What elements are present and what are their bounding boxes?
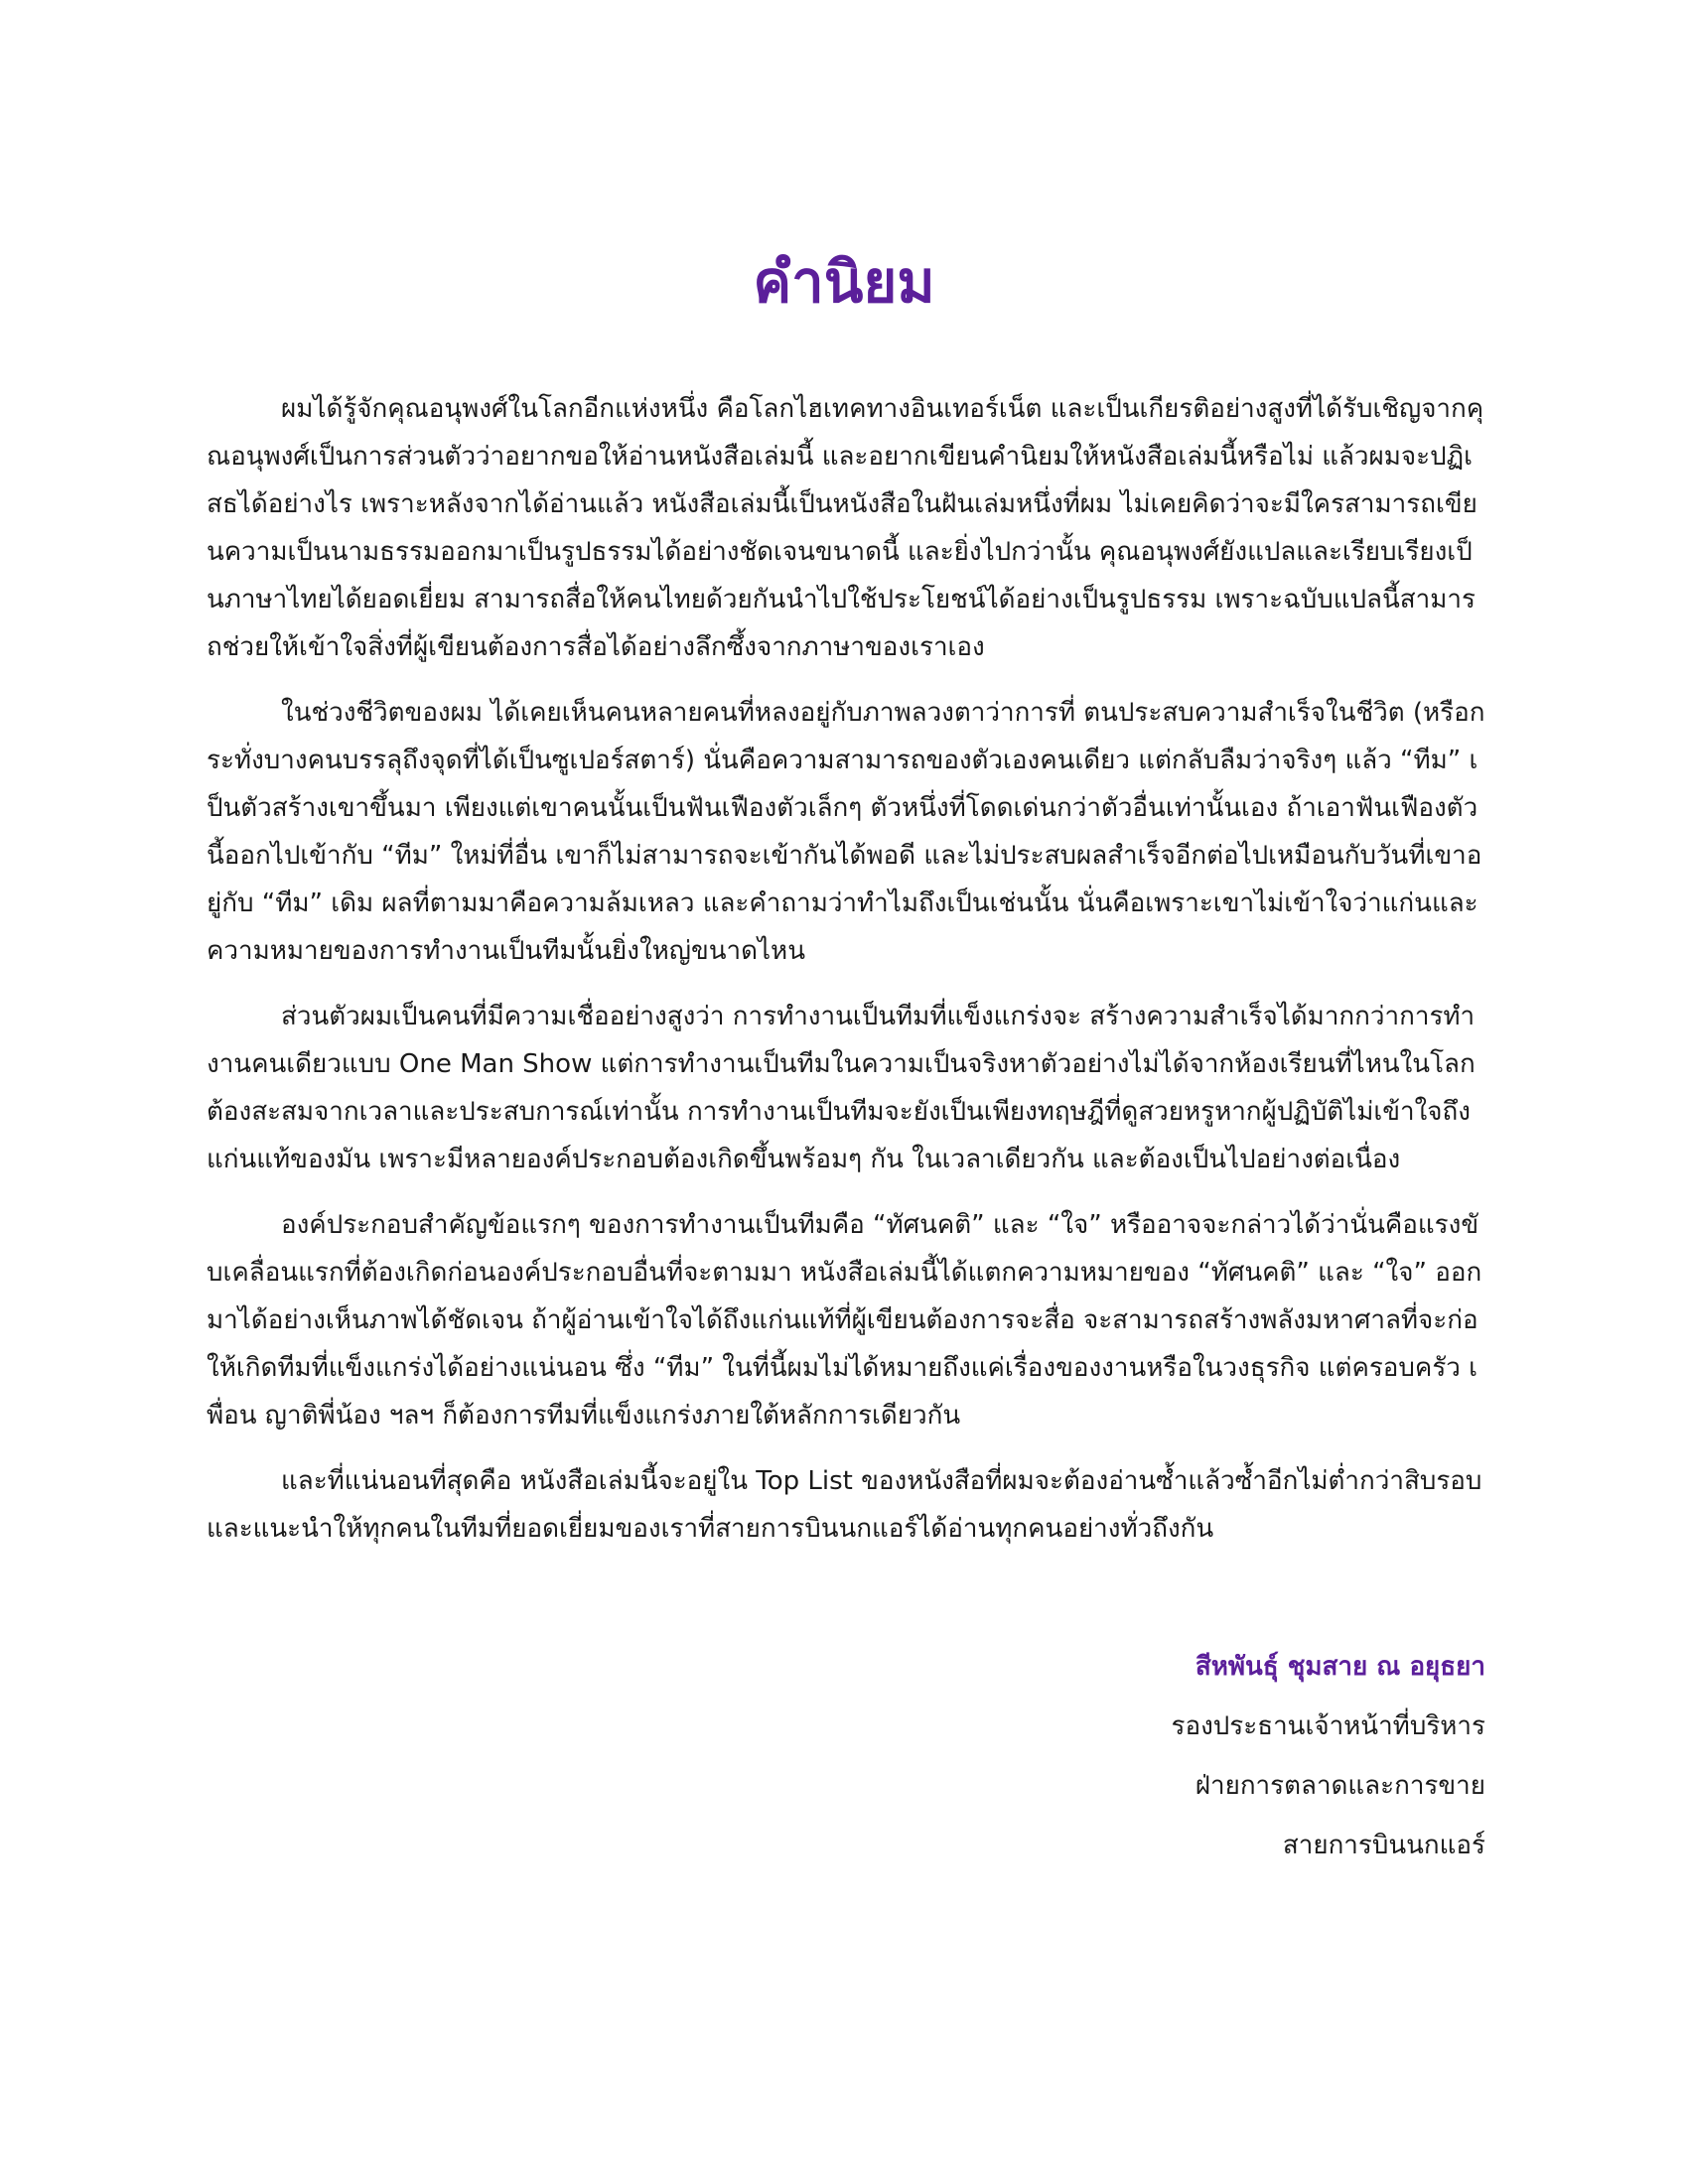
paragraph-1: ผมได้รู้จักคุณอนุพงศ์ในโลกอีกแห่งหนึ่ง คือโลกไฮเทคทางอินเทอร์เน็ต และเป็นเกียรติอย่างสูงที่ได้รับเชิญจากคุณอนุพงศ์เป็นการส่วนตัวว่าอยากขอให้อ่านหนังสือเล่มนี้ และอยากเขียนคำนิยมให้หนังสือเล่มนี้หรือไม่ แล้วผมจะปฏิเสธได้อย่างไร เพราะหลังจากได้อ่านแล้ว หนังสือเล่มนี้เป็นหนังสือในฝันเล่มหนึ่งที่ผม ไม่เคยคิดว่าจะมีใครสามารถเขียนความเป็นนามธรรมออกมาเป็นรูปธรรมได้อย่างชัดเจนขนาดนี้ และยิ่งไปกว่านั้น คุณอนุพงศ์ยังแปลและเรียบเรียงเป็นภาษาไทยได้ยอดเยี่ยม สามารถสื่อให้คนไทยด้วยกันนำไปใช้ประโยชน์ได้อย่างเป็นรูปธรรม เพราะฉบับแปลนี้สามารถช่วยให้เข้าใจสิ่งที่ผู้เขียนต้องการสื่อได้อย่างลึกซึ้งจากภาษาของเราเอง (207, 394, 1484, 662)
paragraph-2: ในช่วงชีวิตของผม ได้เคยเห็นคนหลายคนที่หลงอยู่กับภาพลวงตาว่าการที่ ตนประสบความสำเร็จในชีวิต (หรือกระทั่งบางคนบรรลุถึงจุดที่ได้เป็นซูเปอร์สตาร์) นั่นคือความสามารถของตัวเองคนเดียว แต่กลับลืมว่าจริงๆ แล้ว “ทีม” เป็นตัวสร้างเขาขึ้นมา เพียงแต่เขาคนนั้นเป็นฟันเฟืองตัวเล็กๆ ตัวหนึ่งที่โดดเด่นกว่าตัวอื่นเท่านั้นเอง ถ้าเอาฟันเฟืองตัวนี้ออกไปเข้ากับ “ทีม” ใหม่ที่อื่น เขาก็ไม่สามารถจะเข้ากันได้พอดี และไม่ประสบผลสำเร็จอีกต่อไปเหมือนกับวันที่เขาอยู่กับ “ทีม” เดิม ผลที่ตามมาคือความล้มเหลว และคำถามว่าทำไมถึงเป็นเช่นนั้น นั่นคือเพราะเขาไม่เข้าใจว่าแก่นและความหมายของการทำงานเป็นทีมนั้นยิ่งใหญ่ขนาดไหน (207, 698, 1485, 966)
signatory-position: รองประธานเจ้าหน้าที่บริหาร (1171, 1711, 1485, 1741)
signature-block (1172, 1643, 1486, 1881)
document-body (207, 385, 1485, 1570)
signatory-department: ฝ่ายการตลาดและการขาย (1195, 1771, 1485, 1801)
paragraph-3: ส่วนตัวผมเป็นคนที่มีความเชื่ออย่างสูงว่า การทำงานเป็นทีมที่แข็งแกร่งจะ สร้างความสำเร็จได้มากกว่าการทำงานคนเดียวแบบ One Man Show แต่การทำงานเป็นทีมในความเป็นจริงหาตัวอย่างไม่ได้จากห้องเรียนที่ไหนในโลก ต้องสะสมจากเวลาและประสบการณ์เท่านั้น การทำงานเป็นทีมจะยังเป็นเพียงทฤษฎีที่ดูสวยหรูหากผู้ปฏิบัติไม่เข้าใจถึงแก่นแท้ของมัน เพราะมีหลายองค์ประกอบต้องเกิดขึ้นพร้อมๆ กัน ในเวลาเดียวกัน และต้องเป็นไปอย่างต่อเนื่อง (207, 1002, 1476, 1174)
page-title: คำนิยม (753, 247, 935, 316)
paragraph-5: และที่แน่นอนที่สุดคือ หนังสือเล่มนี้จะอยู่ใน Top List ของหนังสือที่ผมจะต้องอ่านซ้ำแล้วซ้ำอีกไม่ต่ำกว่าสิบรอบ และแนะนำให้ทุกคนในทีมที่ยอดเยี่ยมของเราที่สายการบินนกแอร์ได้อ่านทุกคนอย่างทั่วถึงกัน (207, 1466, 1482, 1544)
paragraph-4: องค์ประกอบสำคัญข้อแรกๆ ของการทำงานเป็นทีมคือ “ทัศนคติ” และ “ใจ” หรืออาจจะกล่าวได้ว่านั่นคือแรงขับเคลื่อนแรกที่ต้องเกิดก่อนองค์ประกอบอื่นที่จะตามมา หนังสือเล่มนี้ได้แตกความหมายของ “ทัศนคติ” และ “ใจ” ออกมาได้อย่างเห็นภาพได้ชัดเจน ถ้าผู้อ่านเข้าใจได้ถึงแก่นแท้ที่ผู้เขียนต้องการจะสื่อ จะสามารถสร้างพลังมหาศาลที่จะก่อให้เกิดทีมที่แข็งแกร่งได้อย่างแน่นอน ซึ่ง “ทีม” ในที่นี้ผมไม่ได้หมายถึงแค่เรื่องของงานหรือในวงธุรกิจ แต่ครอบครัว เพื่อน ญาติพี่น้อง ฯลฯ ก็ต้องการทีมที่แข็งแกร่งภายใต้หลักการเดียวกัน (207, 1210, 1482, 1431)
signatory-name: สีหพันธุ์ ชุมสาย ณ อยุธยา (1195, 1652, 1485, 1682)
signatory-organization: สายการบินนกแอร์ (1282, 1831, 1485, 1860)
